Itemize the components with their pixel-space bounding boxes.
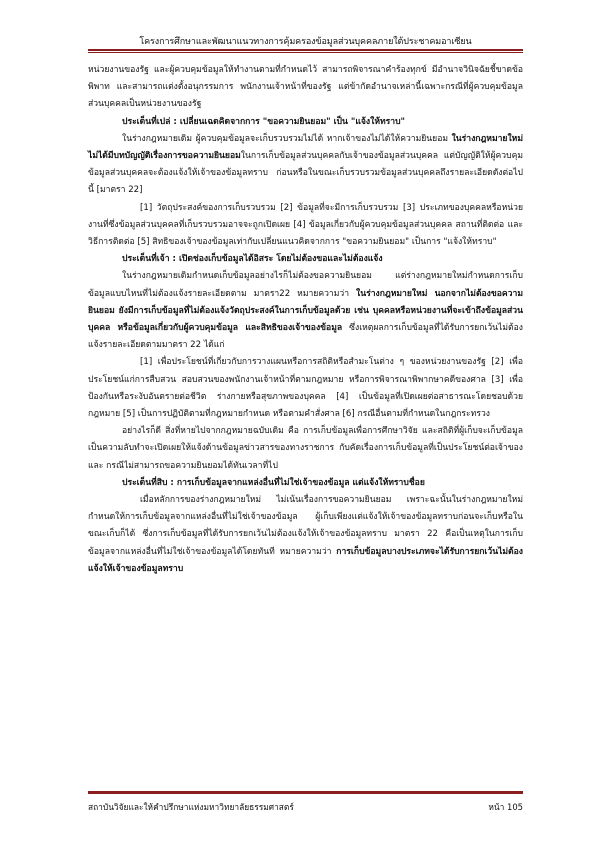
footer-rule [88,790,523,794]
paragraph-4-text-c: ซึ่งเหตุผลการเก็บข้อมูลที่ได้รับการยกเว้นไม่ต้องแจ้งรายละเอียดตามมาตรา 22 ได้แก่ [88,323,523,351]
section-heading-3: ประเด็นที่สิบ : การเก็บข้อมูลจากแหล่งอื่นที่ไม่ใช่เจ้าของข้อมูล แต่แจ้งให้ทราบชื่อย [122,477,425,488]
paragraph-7-bold-b: การเก็บข้อมูลบางประเภทจะได้รับการยกเว้นไม่ต้องแจ้งให้เจ้าของข้อมูลทราบ [88,546,523,574]
paragraph-4-bold-b: ในร่างกฎหมายใหม่ นอกจากไม่ต้องขอความยินยอม ยังมีการเก็บข้อมูลที่ไม่ต้องแจ้งวัตถุประสงค์ในการเก็บข้อมูลด้วย เช่น บุคคลหรือหน่วยงานที่จะเข้าถึงข้อมูลส่วนบุคคล หรือข้อมูลเกี่ยวกับผู้ควบคุมข้อมูล และสิทธิของเจ้าของข้อมูล [88,288,523,334]
document-body [88,62,523,578]
paragraph-2-text-c: ในการเก็บข้อมูลส่วนบุคคลกับเจ้าของข้อมูลส่วนบุคคล แต่บัญญัติให้ผู้ควบคุมข้อมูลส่วนบุคคลจะต้องแจ้งให้เจ้าของข้อมูลทราบ [88,151,523,179]
paragraph-2-text-d: ก่อนหรือในขณะเก็บรวบรวมข้อมูลส่วนบุคคลถึงรายละเอียดดังต่อไปนี้ [มาตรา 22] [88,168,523,196]
paragraph-7-text-a: เมื่อหลักการของร่างกฎหมายใหม่ ไม่เน้นเรื่องการขอความยินยอม เพราะฉะนั้นในร่างกฎหมายใหม่กำหนดให้การเก็บข้อมูลจากแหล่งอื่นที่ไม่ใช่เจ้าของข้อมูล ผู้เก็บเพียงแต่แจ้งให้เจ้าของข้อมูลทราบก่อนจะเก็บหรือในขณะเก็บก็ได้ ซึ่งการเก็บข้อมูลที่ได้รับการยกเว้นไม่ต้องแจ้งให้เจ้าของข้อมูลทราบ มาตรา 22 คือเป็นเหตุในการเก็บข้อมูลจากแหล่งอื่นที่ไม่ใช่เจ้าของข้อมูลได้โดยทันที หมายความว่า [88,495,523,557]
paragraph-3: [1] วัตถุประสงค์ของการเก็บรวบรวม [2] ข้อมูลที่จะมีการเก็บรวบรวม [3] ประเภทของบุคคลหรือหน่วยงานที่ซึ่งข้อมูลส่วนบุคคลที่เก็บรวบรวมอาจจะถูกเปิดเผย [4] ข้อมูลเกี่ยวกับผู้ควบคุมข้อมูลส่วนบุคคล สถานที่ติดต่อ และวิธีการติดต่อ [5] สิทธิของเจ้าของข้อมูลเท่ากับเปลี่ยนแนวคิดจากการ "ขอความยินยอม" เป็นการ "แจ้งให้ทราบ" [88,202,523,248]
section-heading-2: ประเด็นที่เจ้า : เปิดช่องเก็บข้อมูลได้อิสระ โดยไม่ต้องขอและไม่ต้องแจ้ง [122,254,383,265]
footer-institution: สถาบันวิจัยและให้คำปรึกษาแห่งมหาวิทยาลัยธรรมศาสตร์ [88,802,294,812]
paragraph-5: [1] เพื่อประโยชน์ที่เกี่ยวกับการวางแผนหรือการสถิติหรือสำมะโนต่าง ๆ ของหน่วยงานของรัฐ [2] เพื่อประโยชน์แก่การสืบสวน สอบสวนของพนักงานเจ้าหน้าที่ตามกฎหมาย หรือการพิจารณาพิพากษาคดีของศาล [3] เพื่อป้องกันหรือระงับอันตรายต่อชีวิต ร่างกายหรือสุขภาพของบุคคล [4] เป็นข้อมูลที่เปิดเผยต่อสาธารณะโดยชอบด้วยกฎหมาย [5] เป็นการปฏิบัติตามที่กฎหมายกำหนด หรือตามคำสั่งศาล [6] กรณีอื่นตามที่กำหนดในกฎกระทรวง [88,357,523,420]
running-footer [88,800,523,814]
paragraph-4-text-a: ในร่างกฎหมายเดิมกำหนดเก็บข้อมูลอย่างไรก็ไม่ต้องขอความยินยอม แต่ร่างกฎหมายใหม่กำหนดการเก็บข้อมูลแบบไหนที่ไม่ต้องแจ้งรายละเอียดตาม มาตรา22 หมายความว่า [88,271,523,299]
paragraph-2 [88,131,523,200]
paragraph-7 [88,492,523,578]
paragraph-4 [88,268,523,354]
header-rule [88,49,523,53]
paragraph-2-text-a: ในร่างกฎหมายเดิม ผู้ควบคุมข้อมูลจะเก็บรวบรวมไม่ได้ หากเจ้าของไม่ได้ให้ความยินยอม [122,133,452,144]
running-header: โครงการศึกษาและพัฒนาแนวทางการคุ้มครองข้อมูลส่วนบุคคลภายใต้ประชาคมอาเซียน [139,37,472,47]
page-number: หน้า 105 [488,802,523,812]
section-heading-1: ประเด็นที่เปล่ : เปลี่ยนเฉดคิดจากการ "ขอความยินยอม" เป็น "แจ้งให้ทราบ" [122,116,406,127]
paragraph-6: อย่างไรก็ดี สิ่งที่หายไปจากกฎหมายฉบับเดิม คือ การเก็บข้อมูลเพื่อการศึกษาวิจัย และสถิติที่ผู้เก็บจะเก็บข้อมูลเป็นความลับทำจะเปิดเผยให้แจ้งด้านข้อมูลข่าวสารของทางราชการ กับคัดเรื่องการเก็บข้อมูลที่เป็นประโยชน์ต่อเจ้าของ และ กรณีไม่สามารถขอความยินยอมได้ทันเวลาที่ไป [88,426,523,471]
paragraph-2-bold-b: ในร่างกฎหมายใหม่ ไม่ได้มีบทบัญญัติเรื่องการขอความยินยอม [88,133,523,162]
paragraph-1: หน่วยงานของรัฐ และผู้ควบคุมข้อมูลให้ทำงานตามที่กำหนดไว้ สามารถพิจารณาคำร้องทุกข์ มีอำนาจวินิจฉัยชี้ขาดข้อพิพาท และสามารถแต่งตั้งอนุกรรมการ พนักงานเจ้าหน้าที่ของรัฐ แต่ข้ากัดอำนาจเหล่านี้เฉพาะกรณีที่ผู้ควบคุมข้อมูลส่วนบุคคลเป็นหน่วยงานของรัฐ [88,65,523,110]
